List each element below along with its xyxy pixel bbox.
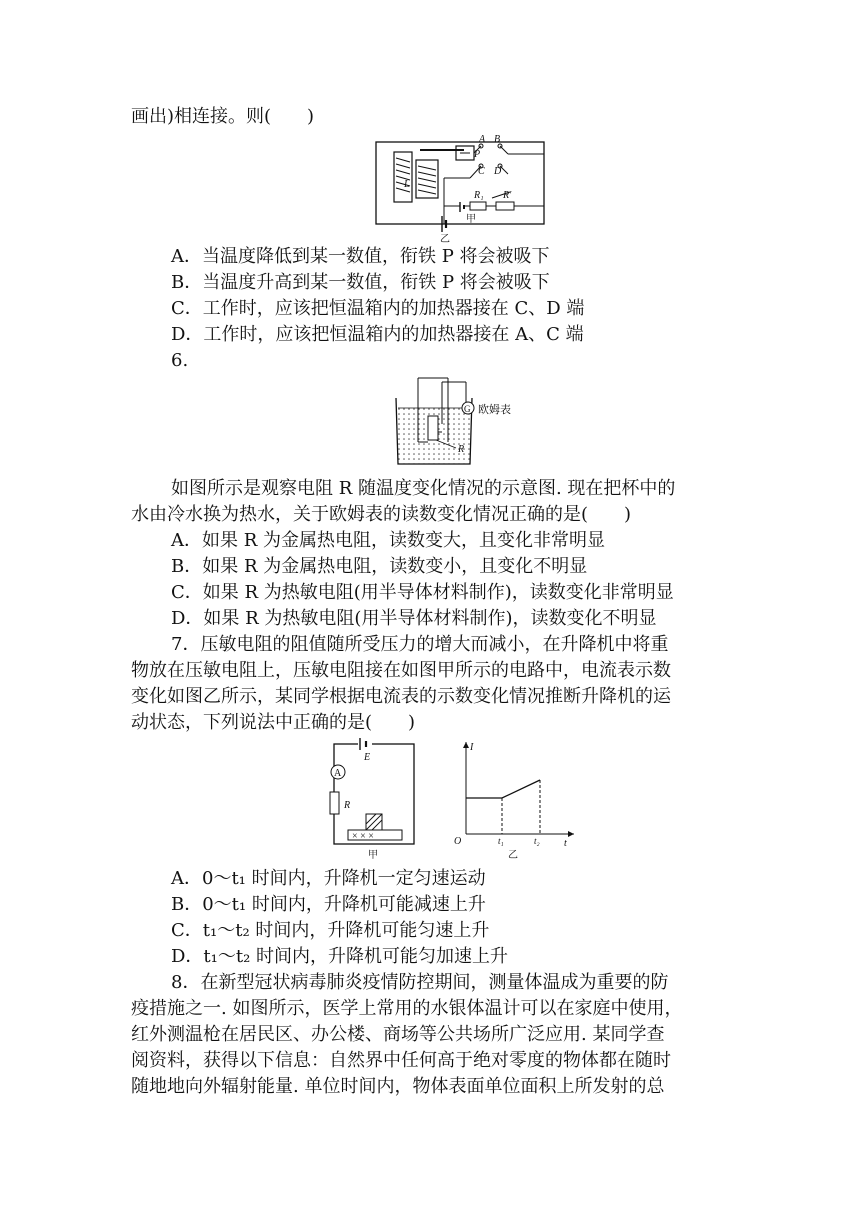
- q5-label-c: C: [478, 166, 485, 177]
- q7-option-b: B．0～t₁ 时间内，升降机可能减速上升: [171, 894, 486, 915]
- q5-label-yi: 乙: [440, 234, 450, 245]
- q7-stem-line-1: 7．压敏电阻的阻值随所受压力的增大而减小，在升降机中将重: [171, 634, 669, 655]
- q7-ammeter-symbol: A: [334, 768, 342, 779]
- q6-meter-symbol: G: [464, 404, 471, 414]
- q5-label-d: D: [494, 166, 502, 177]
- q7-option-a: A．0～t₁ 时间内，升降机一定匀速运动: [171, 868, 486, 889]
- q8-stem-line-1: 8．在新型冠状病毒肺炎疫情防控期间，测量体温成为重要的防: [171, 972, 669, 993]
- q6-option-a: A．如果 R 为金属热电阻，读数变大，且变化非常明显: [171, 530, 605, 551]
- q6-stem-line-1: 如图所示是观察电阻 R 随温度变化情况的示意图. 现在把杯中的: [171, 478, 676, 499]
- q6-meter-label: 欧姆表: [478, 404, 511, 416]
- q7-emf-label: E: [364, 752, 371, 763]
- q8-stem-line-4: 阅资料，获得以下信息：自然界中任何高于绝对零度的物体都在随时: [131, 1050, 671, 1071]
- q7-option-c: C．t₁～t₂ 时间内，升降机可能匀速上升: [171, 920, 490, 941]
- q7-t2-label: t₂: [534, 836, 540, 846]
- q6-option-b: B．如果 R 为金属热电阻，读数变小，且变化不明显: [171, 556, 588, 577]
- q6-option-c: C．如果 R 为热敏电阻(用半导体材料制作)，读数变化非常明显: [171, 582, 674, 603]
- q7-crosses: × × ×: [352, 831, 374, 842]
- q7-t1-label: t₁: [498, 836, 504, 846]
- q8-stem-line-3: 红外测温枪在居民区、办公楼、商场等公共场所广泛应用. 某同学查: [131, 1024, 665, 1045]
- q6-number: 6.: [171, 350, 189, 371]
- q7-option-d: D．t₁～t₂ 时间内，升降机可能匀加速上升: [171, 946, 509, 967]
- q7-resistor-label: R: [344, 800, 351, 811]
- q7-origin-label: O: [454, 836, 462, 847]
- q5-label-l: L: [404, 179, 410, 190]
- q7-stem-line-3: 变化如图乙所示，某同学根据电流表的示数变化情况推断升降机的运: [131, 686, 671, 707]
- q6-resistor-label: R: [458, 444, 465, 455]
- q5-relay-circuit-figure: [360, 132, 550, 245]
- q8-stem-line-5: 随地地向外辐射能量. 单位时间内，物体表面单位面积上所发射的总: [131, 1076, 665, 1097]
- q5-label-jia: 甲: [466, 214, 476, 225]
- q5-option-b: B．当温度升高到某一数值，衔铁 P 将会被吸下: [171, 272, 550, 293]
- q7-current-time-graph: [448, 738, 578, 862]
- q7-stem-line-4: 动状态，下列说法中正确的是( ): [131, 712, 416, 733]
- q5-label-b: B: [494, 134, 501, 145]
- q7-y-axis-label: I: [470, 742, 474, 753]
- q5-option-d: D．工作时，应该把恒温箱内的加热器接在 A、C 端: [171, 324, 584, 345]
- q5-label-a: A: [479, 134, 486, 145]
- q5-label-p: P: [474, 149, 481, 160]
- q7-circuit-figure: [328, 738, 422, 862]
- q5-label-rprime: R′: [503, 190, 512, 201]
- q6-option-d: D．如果 R 为热敏电阻(用半导体材料制作)，读数变化不明显: [171, 608, 657, 629]
- q5-stem-tail: 画出)相连接。则( ): [131, 106, 315, 127]
- q8-stem-line-2: 疫措施之一. 如图所示，医学上常用的水银体温计可以在家庭中使用，: [131, 998, 683, 1019]
- q5-option-a: A．当温度降低到某一数值，衔铁 P 将会被吸下: [171, 246, 550, 267]
- q7-stem-line-2: 物放在压敏电阻上，压敏电阻接在如图甲所示的电路中，电流表示数: [131, 660, 671, 681]
- q6-stem-line-2: 水由冷水换为热水，关于欧姆表的读数变化情况正确的是( ): [131, 504, 632, 525]
- q6-beaker-figure: [392, 372, 532, 472]
- q7-x-axis-label: t: [564, 838, 567, 849]
- q5-label-r1: R₁: [474, 190, 484, 201]
- q7-caption-yi: 乙: [508, 850, 518, 861]
- q5-option-c: C．工作时，应该把恒温箱内的加热器接在 C、D 端: [171, 298, 585, 319]
- q7-caption-jia: 甲: [368, 850, 378, 861]
